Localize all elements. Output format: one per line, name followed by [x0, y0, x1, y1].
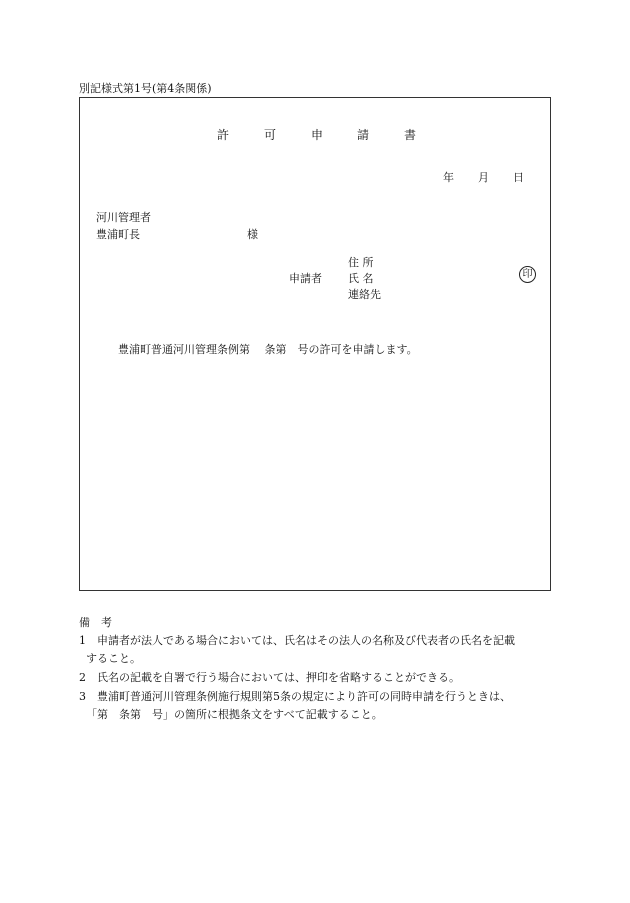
date-month-label: 月 [478, 171, 489, 184]
applicant-label: 申請者 [289, 272, 322, 285]
contact-field-label: 連絡先 [348, 288, 381, 301]
note-item: 2 氏名の記載を自署で行う場合においては、押印を省略することができる。 [79, 671, 460, 684]
title-char: 可 [264, 128, 277, 142]
title-char: 書 [404, 128, 417, 142]
addressee-honorific: 様 [247, 228, 258, 241]
notes-heading: 備 考 [79, 616, 112, 629]
seal-icon: 印 [519, 266, 536, 283]
title-char: 申 [311, 128, 324, 142]
note-item: 3 豊浦町普通河川管理条例施行規則第5条の規定により許可の同時申請を行うときは、 [79, 690, 511, 703]
date-day-label: 日 [513, 171, 524, 184]
title-char: 許 [217, 128, 230, 142]
title-char: 請 [357, 128, 370, 142]
note-item: すること。 [86, 652, 141, 665]
addressee-org: 河川管理者 [96, 211, 151, 224]
note-item: 1 申請者が法人である場合においては、氏名はその法人の名称及び代表者の氏名を記載 [79, 634, 515, 647]
note-item: 「第 条第 号」の箇所に根拠条文をすべて記載すること。 [86, 708, 383, 721]
request-statement: 豊浦町普通河川管理条例第 条第 号の許可を申請します。 [118, 343, 418, 356]
name-field-label: 氏 名 [348, 272, 374, 285]
date-year-label: 年 [443, 171, 454, 184]
address-field-label: 住 所 [348, 256, 374, 269]
form-caption: 別記様式第1号(第4条関係) [79, 82, 212, 95]
addressee-name: 豊浦町長 [96, 228, 140, 241]
